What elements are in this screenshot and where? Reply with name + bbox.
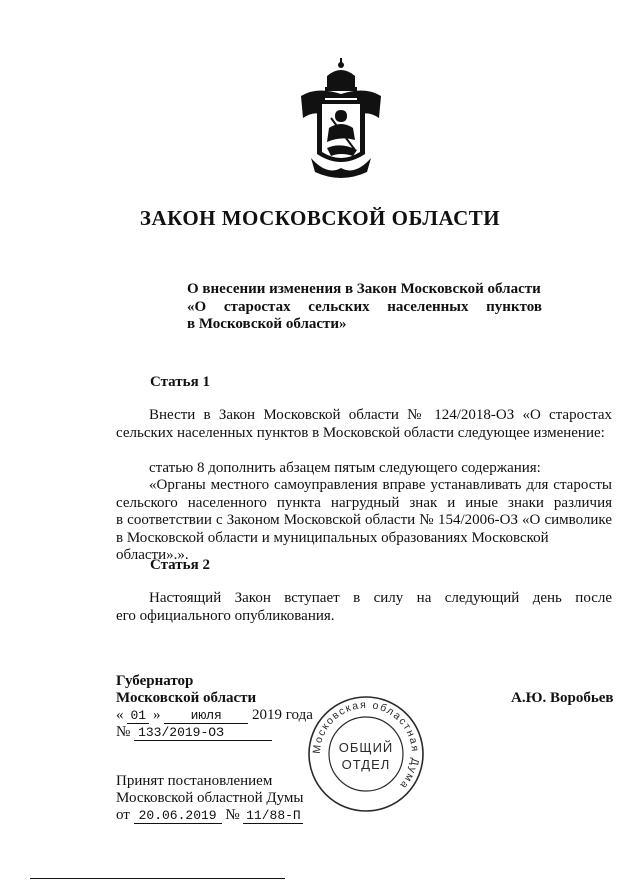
article-2-heading: Статья 2 xyxy=(150,557,210,573)
adoption-line-1: Принят постановлением xyxy=(116,773,273,789)
signatory-name: А.Ю. Воробьев xyxy=(511,690,614,706)
stamp-center-line-2: ОТДЕЛ xyxy=(341,757,391,772)
adoption-from-label: от xyxy=(116,807,130,823)
law-number-value: 133/2019-ОЗ xyxy=(134,725,272,741)
official-stamp xyxy=(306,694,426,814)
bottom-rule xyxy=(30,878,285,879)
date-open-quote: « xyxy=(116,707,124,723)
article-2-line-2: его официального опубликования. xyxy=(116,607,335,624)
subtitle-line-3: в Московской области» xyxy=(187,316,347,332)
adoption-number-label: № xyxy=(225,807,240,823)
article-1-p1-line-1: Внести в Закон Московской области № 124/2018-ОЗ «О старостах xyxy=(149,407,612,423)
article-2-paragraph xyxy=(116,590,612,625)
quote-line-3: в соответствии с Законом Московской области № 154/2006-ОЗ «О символике xyxy=(116,512,612,528)
document-title: ЗАКОН МОСКОВСКОЙ ОБЛАСТИ xyxy=(139,206,501,230)
signatory-position-1: Губернатор xyxy=(116,673,194,689)
law-number-label: № xyxy=(116,724,131,740)
quote-line-4: в Московской области и муниципальных образованиях Московской области».». xyxy=(116,529,549,563)
signing-date xyxy=(116,707,313,725)
adoption-number: 11/88-П xyxy=(243,808,303,824)
signatory-position-2: Московской области xyxy=(116,690,257,706)
date-month: июля xyxy=(164,708,248,724)
date-close-quote: » xyxy=(153,707,161,723)
adoption-date: 20.06.2019 xyxy=(134,808,222,824)
law-number xyxy=(116,724,272,742)
subtitle-line-2: «О старостах сельских населенных пунктов xyxy=(187,298,542,315)
quote-line-2: сельского населенного пункта нагрудный знак и иные знаки различия xyxy=(116,494,612,511)
stamp-ring-text: Московская областная Дума xyxy=(310,698,422,793)
date-day: 01 xyxy=(127,708,149,724)
quote-line-1: «Органы местного самоуправления вправе устанавливать для старосты xyxy=(149,477,612,493)
article-1-heading: Статья 1 xyxy=(150,374,210,390)
coat-of-arms xyxy=(297,58,385,182)
article-2-line-1: Настоящий Закон вступает в силу на следующий день после xyxy=(149,590,612,606)
date-year: 2019 года xyxy=(252,707,313,723)
adoption-reference xyxy=(116,807,303,825)
article-1-p1-line-2: сельских населенных пунктов в Московской области следующее изменение: xyxy=(116,424,605,441)
subtitle-line-1: О внесении изменения в Закон Московской области xyxy=(187,281,541,297)
stamp-center-line-1: ОБЩИЙ xyxy=(338,740,394,755)
document-subtitle xyxy=(187,281,542,334)
adoption-line-2: Московской областной Думы xyxy=(116,790,304,806)
article-1-paragraph-2: статью 8 дополнить абзацем пятым следующего содержания: xyxy=(149,460,541,476)
article-1-quote xyxy=(116,477,612,565)
article-1-paragraph-1 xyxy=(116,407,612,442)
